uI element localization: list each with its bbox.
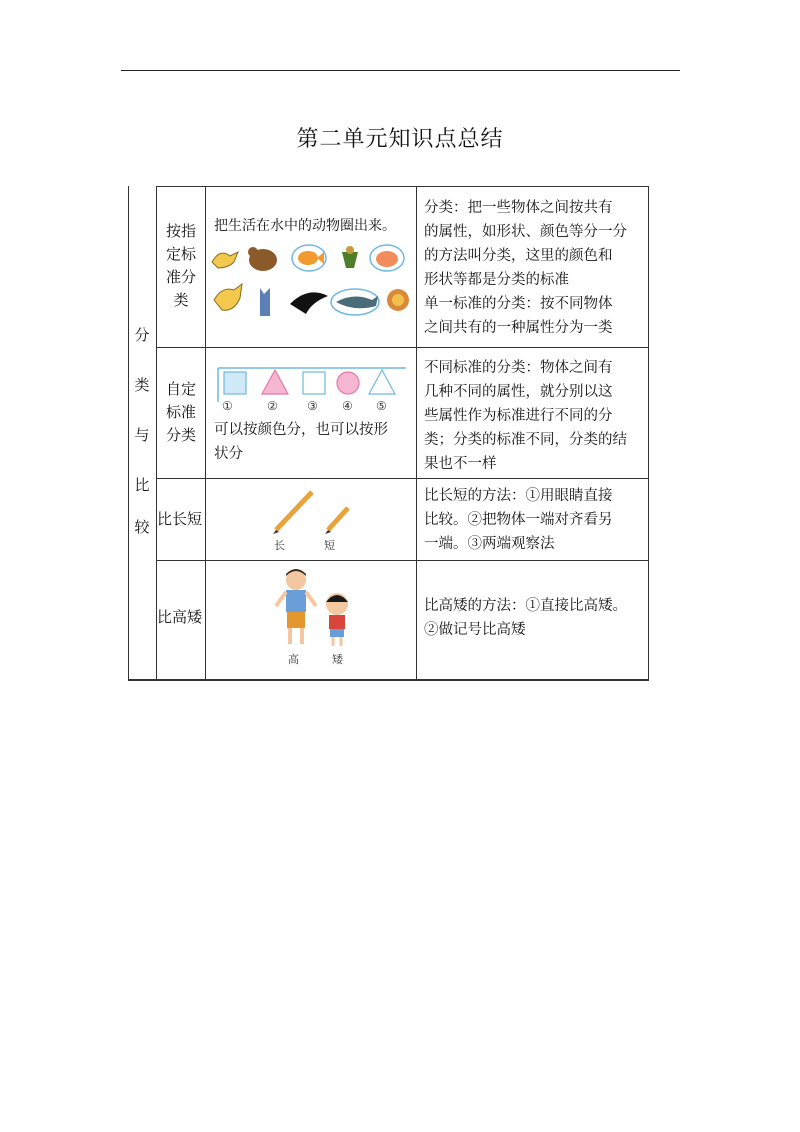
row-2-description: 不同标准的分类：物体之间有 几种不同的属性，就分别以这 些属性作为标准进行不同的分 类；分类的标准不同，分类的结 果也不一样 (424, 360, 627, 472)
square-icon (224, 372, 246, 394)
category-char: 与 (134, 426, 150, 444)
shape-number: ② (267, 399, 278, 413)
category-char: 较 (134, 518, 150, 536)
table-border-top (156, 186, 649, 187)
row-3-description: 比长短的方法：①用眼睛直接 比较。②把物体一端对齐看另 一端。③两端观察法 (424, 488, 613, 552)
tall-boy-icon (276, 569, 316, 644)
shark-icon (336, 296, 378, 308)
row-1-instruction: 把生活在水中的动物圈出来。 (214, 218, 396, 234)
caption-tall: 高 (288, 653, 299, 666)
eagle-icon (290, 292, 328, 314)
row-label-1: 按指 定标 准分 类 (165, 222, 196, 309)
dog-icon (212, 252, 238, 268)
row-1-description: 分类：把一些物体之间按共有 的属性，如形状、颜色等分一分 的方法叫分类，这里的颜色和 形状等都是分类的标准 单一标准的分类：按不同物体 之间共有的一种属性分为一类 (424, 200, 627, 336)
kids-figure (274, 566, 360, 652)
bear-icon (248, 247, 277, 271)
circle-icon (337, 372, 359, 394)
caption-short: 短 (324, 539, 335, 552)
triangle-icon (262, 370, 288, 394)
row-2-note: 可以按颜色分，也可以按形 状分 (214, 422, 388, 462)
summary-table (128, 186, 649, 680)
row-label-2: 自定 标准 分类 (165, 380, 196, 444)
row-4-description: 比高矮的方法：①直接比高矮。 ②做记号比高矮 (424, 598, 627, 638)
row-label-4: 比高矮 (157, 608, 203, 626)
table-border-right (648, 186, 649, 680)
row-label-3: 比长短 (157, 510, 203, 528)
category-char: 分 (134, 326, 150, 344)
caption-long: 长 (274, 539, 285, 552)
short-boy-icon (326, 593, 348, 646)
row-divider-2 (156, 478, 649, 479)
shape-number: ③ (307, 399, 318, 413)
long-pencil-icon (273, 492, 312, 534)
triangle-outline-icon (369, 370, 395, 394)
col-divider-3 (416, 186, 417, 680)
header-rule (121, 70, 680, 71)
category-char: 类 (134, 376, 150, 394)
shape-number: ① (222, 399, 233, 413)
shape-number: ④ (342, 399, 353, 413)
lion-icon (387, 289, 409, 311)
bird-icon (342, 246, 358, 268)
crab-icon (376, 251, 398, 267)
cat-icon (260, 288, 270, 316)
row-divider-1 (156, 347, 649, 348)
page-title: 第二单元知识点总结 (296, 127, 504, 152)
caption-short-height: 矮 (332, 653, 343, 666)
pencils-figure (264, 486, 364, 538)
animals-figure (208, 238, 414, 324)
table-border-bottom (128, 679, 649, 681)
shape-number: ⑤ (376, 399, 387, 413)
category-char: 比 (134, 476, 150, 494)
row-divider-3 (156, 560, 649, 561)
square-outline-icon (303, 372, 325, 394)
short-pencil-icon (325, 508, 348, 534)
fish-icon (298, 251, 324, 265)
horse-icon (214, 284, 242, 310)
